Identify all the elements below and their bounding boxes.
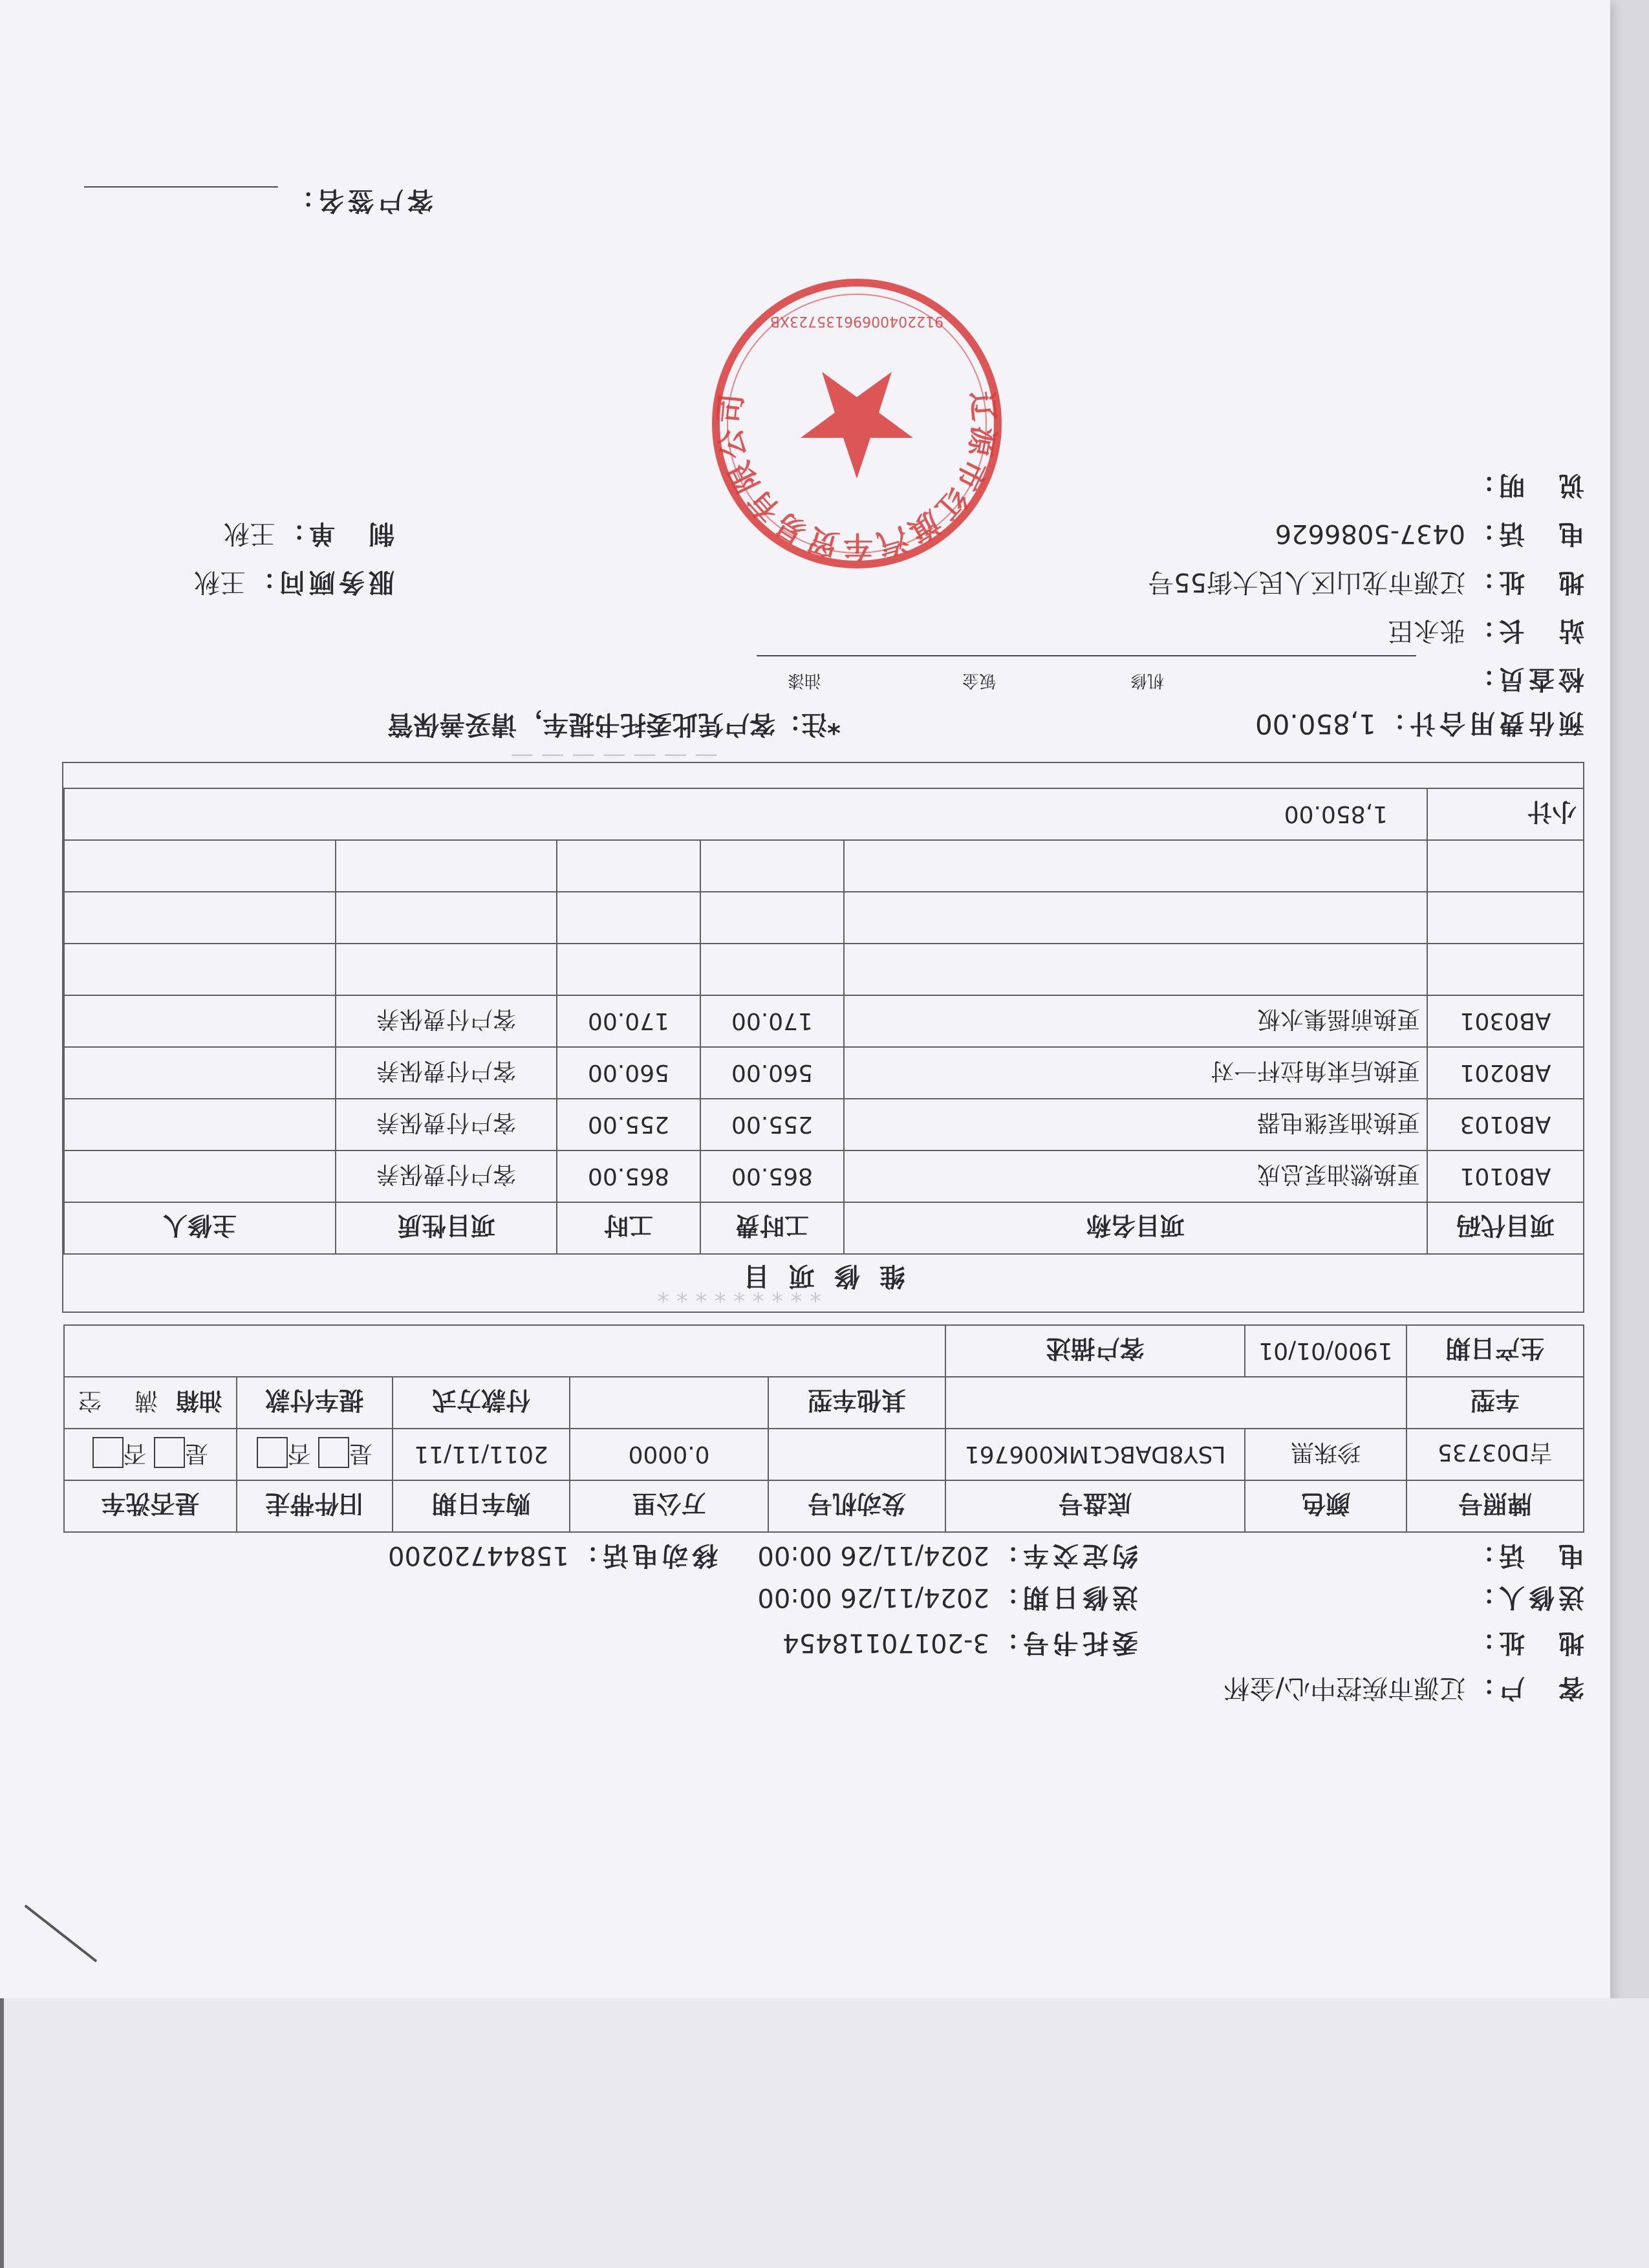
ghost-text: — — — — — — — [510, 743, 718, 770]
plate-value: 吉D03735 [1406, 1429, 1584, 1480]
company-seal [705, 272, 1009, 576]
table-row: AB0201 更换后束角拉杆一对 560.00 560.00 客户付费保养 [64, 1047, 1584, 1099]
repair-section-title: 维修项目 [724, 1261, 905, 1291]
shop-phone-line: 电 话：0437-5086626 [1275, 519, 1584, 548]
keep-note: *注：客户凭此委托书提车，请妥善保管 [387, 709, 841, 739]
table-row: AB0301 更换前摇集水板 170.00 170.00 客户付费保养 [64, 995, 1584, 1047]
repair-date-line: 送修日期：2024/11/26 00:00 [757, 1582, 1138, 1612]
col-item-code: 项目代码 [1427, 1202, 1584, 1254]
fuel-empty: 空 [78, 1387, 102, 1414]
old-parts-yes-checkbox[interactable] [318, 1437, 349, 1468]
check-item-mech: 机修 [1130, 671, 1164, 690]
col-chassis: 底盘号 [945, 1480, 1245, 1532]
fuel-full: 满 [135, 1387, 158, 1414]
fuel-label: 油箱 [175, 1387, 222, 1414]
purchase-date-value: 2011/11/11 [393, 1429, 570, 1480]
delivery-line: 约定交车：2024/11/26 00:00 [757, 1540, 1138, 1570]
vehicle-data-row [64, 1429, 1584, 1480]
customer-line: 客 户：辽源市疾控中心/金杯 [1223, 1673, 1584, 1703]
ghost-text: * * * * * * * * * [657, 1280, 821, 1306]
col-engine: 发动机号 [768, 1480, 945, 1532]
subtotal-label: 小计 [1427, 788, 1584, 840]
vehicle-table [63, 1324, 1584, 1533]
col-technician: 主修人 [64, 1202, 336, 1254]
estimate-line: 预估费用合计：1,850.00 [1255, 708, 1584, 740]
svg-text:91220400696135723XB: 91220400696135723XB [770, 313, 944, 329]
prod-date-value: 1900/01/01 [1245, 1325, 1406, 1377]
repair-items-table [63, 788, 1584, 1255]
color-value: 珍珠黑 [1245, 1429, 1406, 1480]
empty-row [64, 944, 1584, 995]
model-value [945, 1377, 1406, 1429]
old-parts-no-checkbox[interactable] [257, 1437, 288, 1468]
address-line: 地 址： [1465, 1628, 1584, 1658]
desc-label: 客户描述 [945, 1325, 1245, 1377]
customer-sign-underline [84, 186, 278, 188]
table-row: AB0103 更换油泵继电器 255.00 255.00 客户付费保养 [64, 1099, 1584, 1150]
wash-yes-checkbox[interactable] [154, 1437, 185, 1468]
advisor-line: 服务顾问：王秋 [194, 567, 394, 597]
wash-choice: 是 否 [64, 1429, 237, 1480]
inspector-line: 检查员： [1465, 664, 1584, 694]
col-color: 颜色 [1245, 1480, 1406, 1532]
col-purchase-date: 购车日期 [393, 1480, 570, 1532]
mileage-value: 0.0000 [570, 1429, 768, 1480]
desc-value [64, 1325, 945, 1377]
svg-text:辽源市红旗汽车贸易有限公司: 辽源市红旗汽车贸易有限公司 [711, 389, 1002, 565]
col-item-nature: 项目性质 [336, 1202, 557, 1254]
col-mileage: 万公里 [570, 1480, 768, 1532]
remark-line: 说 明： [1465, 470, 1584, 500]
col-take-old-parts: 旧件带走 [237, 1480, 393, 1532]
wash-no-checkbox[interactable] [92, 1437, 124, 1468]
engine-value [768, 1429, 945, 1480]
scanner-edge [0, 1998, 4, 2268]
customer-sign-line: 客户签名： [285, 186, 433, 215]
other-model-label: 其他车型 [768, 1377, 945, 1429]
payment-label: 付款方式 [393, 1377, 570, 1429]
shop-address-line: 地 址：辽源市龙山区人民大街55号 [1148, 567, 1584, 597]
col-wash: 是否洗车 [64, 1480, 237, 1532]
old-parts-choice: 是 否 [237, 1429, 393, 1480]
sender-line: 送修人： [1465, 1582, 1584, 1612]
col-labor-hours: 工时 [557, 1202, 700, 1254]
maker-line: 制 单：王秋 [224, 519, 394, 548]
chassis-value: LSY8DABC1MK006761 [945, 1429, 1245, 1480]
col-plate: 牌照号 [1406, 1480, 1584, 1532]
prod-date-label: 生产日期 [1406, 1325, 1584, 1377]
order-number-line: 委托书号：3-20170118454 [782, 1628, 1138, 1658]
empty-row [64, 840, 1584, 892]
repair-header-row [64, 1202, 1584, 1254]
mobile-line: 移动电话：15844720200 [388, 1540, 718, 1570]
col-item-name: 项目名称 [844, 1202, 1427, 1254]
inspector-sign-line [757, 655, 1416, 656]
phone-line: 电 话： [1465, 1540, 1584, 1570]
table-row: AB0101 更换燃油泵总成 865.00 865.00 客户付费保养 [64, 1150, 1584, 1202]
col-labor-fee: 工时费 [700, 1202, 844, 1254]
station-line: 站 长：张永臣 [1388, 616, 1584, 645]
subtotal-row [64, 788, 1584, 840]
vehicle-prod-row [64, 1325, 1584, 1377]
check-item-paint: 油漆 [787, 671, 821, 690]
vehicle-header-row [64, 1480, 1584, 1532]
subtotal-value: 1,850.00 [64, 788, 1427, 840]
vehicle-model-row [64, 1377, 1584, 1429]
fuel-cell [64, 1377, 237, 1429]
lower-sheet-edge [0, 1998, 1649, 2268]
check-item-body: 钣金 [962, 671, 996, 690]
other-model-value [570, 1377, 768, 1429]
model-label: 车型 [1406, 1377, 1584, 1429]
empty-row [64, 892, 1584, 944]
pickup-label: 提车付款 [237, 1377, 393, 1429]
